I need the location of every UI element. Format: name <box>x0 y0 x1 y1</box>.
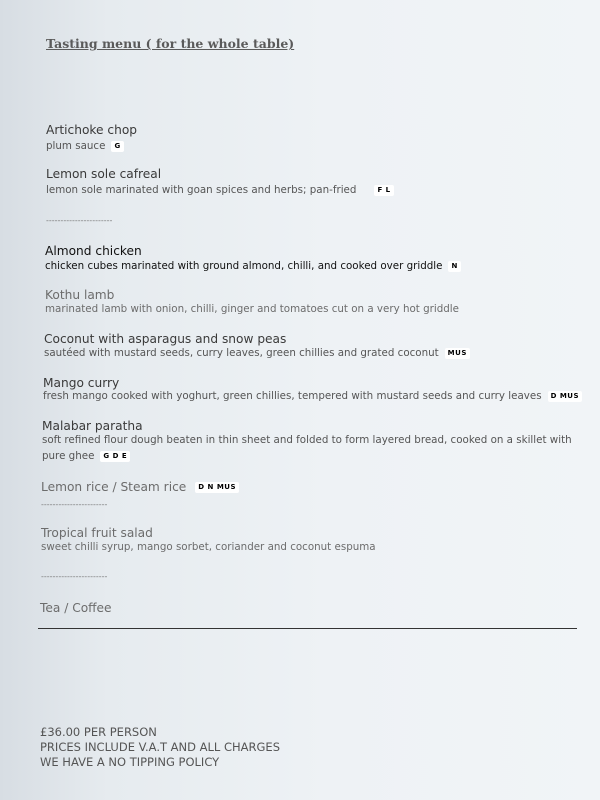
item-description: soft refined flour dough beaten in thin sheet and folded to form layered bread, cooked on a skillet with pure ghee <box>42 434 572 462</box>
item-description: sautéed with mustard seeds, curry leaves, green chillies and grated coconut <box>44 347 439 359</box>
separator: ----------------------- <box>41 500 108 509</box>
item-coconut-asparagus-name: Coconut with asparagus and snow peas <box>44 332 287 346</box>
item-lemon-sole-name: Lemon sole cafreal <box>46 167 162 181</box>
item-almond-chicken-desc <box>45 260 461 272</box>
item-malabar-paratha-name: Malabar paratha <box>42 419 143 433</box>
item-kothu-lamb-desc: marinated lamb with onion, chilli, ginger and tomatoes cut on a very hot griddle <box>45 303 459 315</box>
divider-line <box>38 628 577 629</box>
allergen-badge: D MUS <box>548 391 582 402</box>
item-tropical-fruit-salad-name: Tropical fruit salad <box>41 526 153 540</box>
item-lemon-rice-name <box>41 480 239 494</box>
separator: ----------------------- <box>41 572 108 581</box>
item-mango-curry-desc <box>43 390 582 402</box>
item-name-text: Lemon rice / Steam rice <box>41 480 187 494</box>
item-mango-curry-name: Mango curry <box>43 376 120 390</box>
item-malabar-paratha-desc <box>42 432 572 464</box>
item-tea-coffee-name: Tea / Coffee <box>40 601 112 615</box>
item-tropical-fruit-salad-desc: sweet chilli syrup, mango sorbet, coriander and coconut espuma <box>41 541 376 553</box>
allergen-badge: G D E <box>100 451 130 462</box>
footer-tipping: WE HAVE A NO TIPPING POLICY <box>40 755 220 769</box>
item-description: lemon sole marinated with goan spices and herbs; pan-fried <box>46 184 357 196</box>
menu-title: Tasting menu ( for the whole table) <box>46 36 295 51</box>
item-description: fresh mango cooked with yoghurt, green chillies, tempered with mustard seeds and curry leaves <box>43 390 542 402</box>
footer-vat: PRICES INCLUDE V.A.T AND ALL CHARGES <box>40 740 280 754</box>
footer-price: £36.00 PER PERSON <box>40 725 157 739</box>
item-lemon-sole-desc <box>46 184 394 196</box>
allergen-badge: D N MUS <box>195 482 239 493</box>
allergen-badge: N <box>448 261 460 272</box>
item-kothu-lamb-name: Kothu lamb <box>45 288 115 302</box>
item-description: plum sauce <box>46 140 106 152</box>
item-description: chicken cubes marinated with ground almond, chilli, and cooked over griddle <box>45 260 443 272</box>
separator: ----------------------- <box>46 216 113 225</box>
allergen-badge: MUS <box>445 348 470 359</box>
item-coconut-asparagus-desc <box>44 347 470 359</box>
item-almond-chicken-name: Almond chicken <box>45 244 142 258</box>
allergen-badge: G <box>111 141 123 152</box>
allergen-badge: F L <box>374 185 393 196</box>
item-artichoke-chop-desc <box>46 140 124 152</box>
item-artichoke-chop-name: Artichoke chop <box>46 123 138 137</box>
